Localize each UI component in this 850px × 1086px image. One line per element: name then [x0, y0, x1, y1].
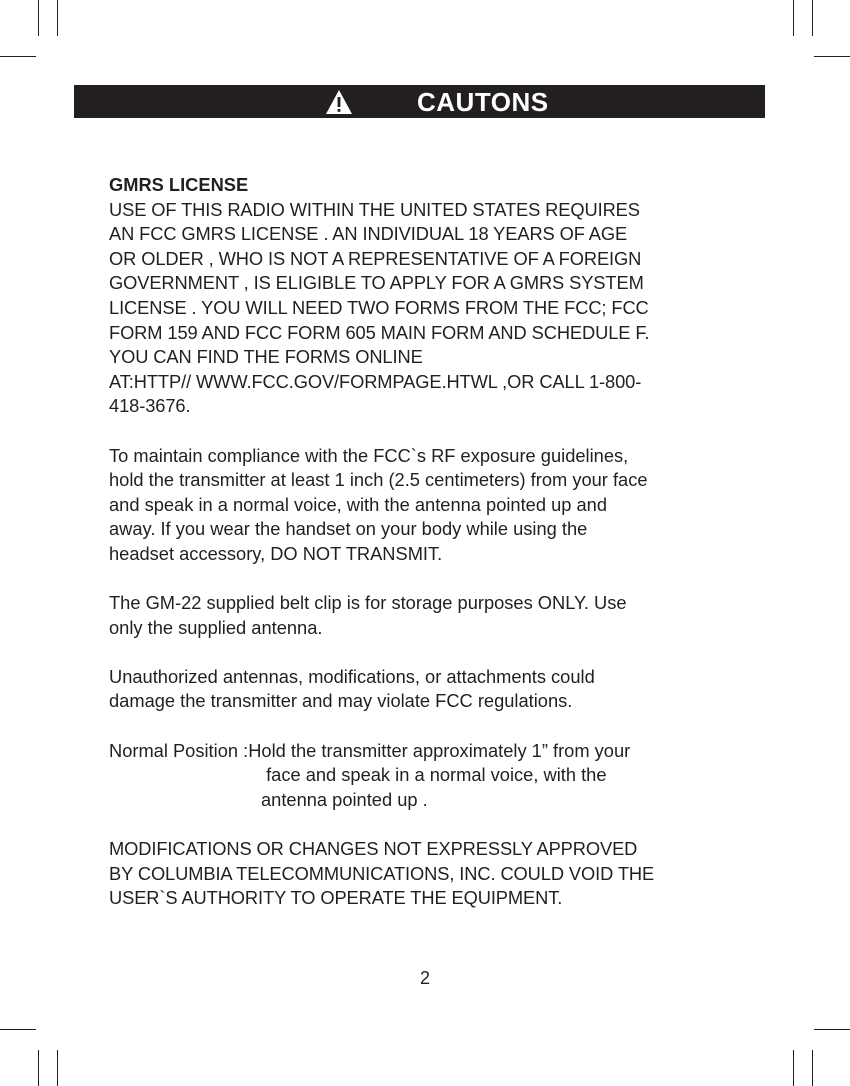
crop-mark: [0, 56, 36, 57]
rf-exposure-section: [109, 444, 729, 567]
gmrs-license-section: [109, 173, 729, 419]
text-line: USE OF THIS RADIO WITHIN THE UNITED STATES REQUIRES: [109, 198, 640, 220]
text-line: away. If you wear the handset on your body while using the: [109, 518, 588, 540]
text-line: only the supplied antenna.: [109, 616, 323, 638]
banner-title: CAUTONS: [417, 87, 549, 117]
normal-position-section: [109, 739, 729, 813]
text-line: USER`S AUTHORITY TO OPERATE THE EQUIPMENT.: [109, 887, 563, 909]
warning-triangle-icon: [325, 89, 353, 115]
crop-mark: [38, 0, 39, 36]
crop-mark: [0, 1029, 36, 1030]
text-line: FORM 159 AND FCC FORM 605 MAIN FORM AND SCHEDULE F.: [109, 321, 650, 343]
crop-mark: [814, 1029, 850, 1030]
caution-banner: [74, 85, 765, 118]
text-line: To maintain compliance with the FCC`s RF exposure guidelines,: [109, 444, 629, 466]
text-line: and speak in a normal voice, with the antenna pointed up and: [109, 493, 608, 515]
text-line: LICENSE . YOU WILL NEED TWO FORMS FROM THE FCC; FCC: [109, 296, 649, 318]
text-line: YOU CAN FIND THE FORMS ONLINE: [109, 346, 423, 368]
text-line: BY COLUMBIA TELECOMMUNICATIONS, INC. COULD VOID THE: [109, 862, 655, 884]
caution-content: [109, 173, 729, 911]
modifications-section: [109, 837, 729, 911]
crop-mark: [793, 0, 794, 36]
text-line: headset accessory, DO NOT TRANSMIT.: [109, 542, 443, 564]
belt-clip-section: [109, 591, 729, 640]
text-line: OR OLDER , WHO IS NOT A REPRESENTATIVE OF A FOREIGN: [109, 247, 642, 269]
text-line: 418-3676.: [109, 395, 191, 417]
section-heading: GMRS LICENSE: [109, 174, 249, 195]
crop-mark: [812, 1050, 813, 1086]
text-line: face and speak in a normal voice, with the: [261, 764, 607, 786]
text-line: GOVERNMENT , IS ELIGIBLE TO APPLY FOR A GMRS SYSTEM: [109, 272, 644, 294]
crop-mark: [57, 0, 58, 36]
crop-mark: [57, 1050, 58, 1086]
crop-mark: [814, 56, 850, 57]
text-line: AT:HTTP// WWW.FCC.GOV/FORMPAGE.HTWL ,OR CALL 1-800-: [109, 370, 642, 392]
text-line: AN FCC GMRS LICENSE . AN INDIVIDUAL 18 YEARS OF AGE: [109, 223, 628, 245]
text-line: antenna pointed up .: [261, 788, 428, 810]
crop-mark: [793, 1050, 794, 1086]
text-line: Unauthorized antennas, modifications, or attachments could: [109, 665, 595, 687]
unauthorized-section: [109, 665, 729, 714]
text-line: damage the transmitter and may violate FCC regulations.: [109, 690, 573, 712]
text-line: Hold the transmitter approximately 1” from your: [248, 739, 631, 761]
page-number: 2: [419, 968, 430, 988]
text-line: MODIFICATIONS OR CHANGES NOT EXPRESSLY APPROVED: [109, 838, 638, 860]
normal-position-label: Normal Position :: [109, 739, 249, 761]
text-line: hold the transmitter at least 1 inch (2.5 centimeters) from your face: [109, 469, 648, 491]
crop-mark: [812, 0, 813, 36]
crop-mark: [38, 1050, 39, 1086]
text-line: The GM-22 supplied belt clip is for storage purposes ONLY. Use: [109, 592, 627, 614]
